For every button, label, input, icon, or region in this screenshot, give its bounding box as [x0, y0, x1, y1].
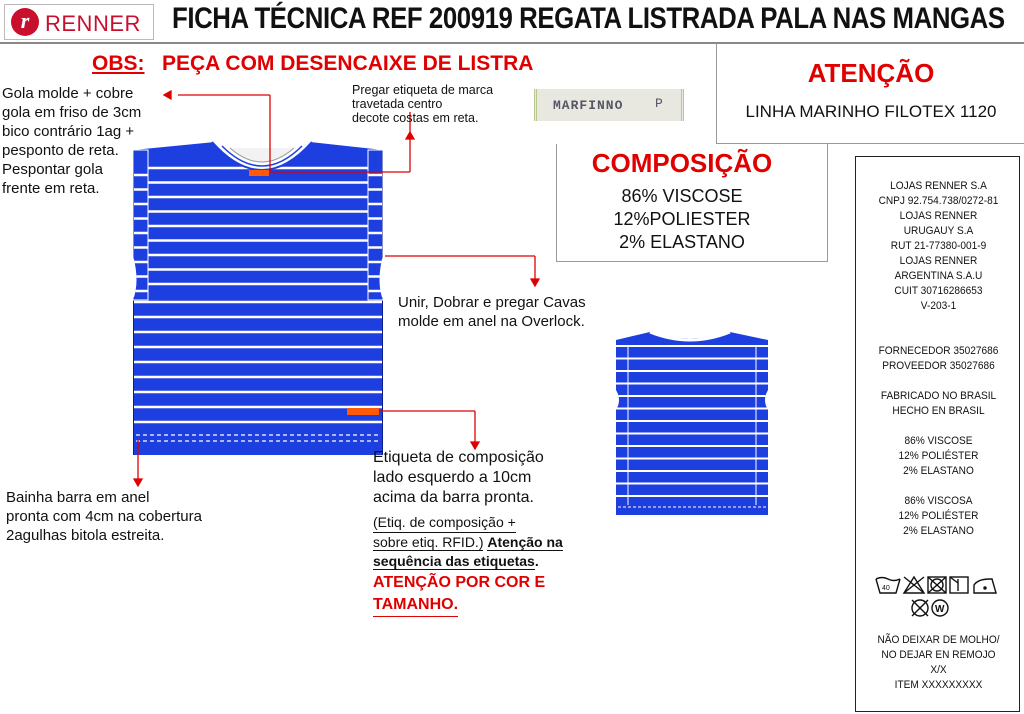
- care-label-footer: [863, 633, 1015, 693]
- note-collar: [2, 84, 141, 198]
- note-line: TAMANHO.: [373, 594, 458, 617]
- care-line: CNPJ 92.754.738/0272-81: [878, 195, 999, 207]
- care-line: FABRICADO NO BRASIL: [880, 390, 997, 402]
- care-line: LOJAS RENNER: [899, 210, 978, 222]
- note-line: Pespontar gola: [2, 161, 103, 178]
- composition-line: 12%POLIESTER: [613, 209, 751, 229]
- care-line: 2% ELASTANO: [903, 525, 974, 537]
- care-line: URUGAUY S.A: [903, 225, 974, 237]
- note-line: sequência das etiquetas: [373, 553, 535, 569]
- note-line: travetada centro: [352, 97, 443, 111]
- note-line: 2agulhas bitola estreita.: [6, 527, 165, 544]
- note-line: bico contrário 1ag +: [2, 123, 135, 140]
- care-line: PROVEEDOR 35027686: [882, 360, 995, 372]
- care-line: LOJAS RENNER: [899, 255, 978, 267]
- page-title: FICHA TÉCNICA REF 200919 REGATA LISTRADA PALA NAS MANGAS: [172, 2, 1005, 35]
- tag-brand: MARFINNO: [553, 98, 624, 113]
- care-line: HECHO EN BRASIL: [892, 405, 985, 417]
- tag-size: P: [655, 96, 663, 111]
- note-line: Pregar etiqueta de marca: [352, 83, 494, 97]
- note-line: (Etiq. de composição +: [373, 513, 516, 533]
- note-warning: [373, 572, 545, 617]
- wash-temp: 40: [882, 585, 890, 592]
- composition-label-marker: [347, 408, 379, 415]
- no-bleach-icon: [904, 577, 924, 593]
- note-line: acima da barra pronta.: [373, 489, 534, 506]
- composition-line: 86% VISCOSE: [621, 186, 743, 206]
- back-view: [600, 320, 780, 530]
- note-brand-label: [352, 83, 493, 125]
- front-view: [120, 130, 400, 470]
- care-line: 86% VISCOSE: [904, 435, 973, 447]
- dry-flat-icon: [950, 577, 968, 593]
- care-line: LOJAS RENNER S.A: [890, 180, 987, 192]
- note-line: Gola molde + cobre: [2, 85, 134, 102]
- care-line: CUIT 30716286653: [894, 285, 983, 297]
- care-line: RUT 21-77380-001-9: [890, 240, 987, 252]
- iron-icon: [974, 579, 996, 593]
- note-line: Atenção na: [487, 534, 563, 550]
- care-line: FORNECEDOR 35027686: [878, 345, 999, 357]
- note-composition-label: [373, 448, 544, 508]
- note-line: Bainha barra em anel: [6, 489, 150, 506]
- note-line: Etiqueta de composição: [373, 449, 544, 466]
- note-line: Unir, Dobrar e pregar Cavas: [398, 294, 586, 311]
- note-line: gola em friso de 3cm: [2, 104, 142, 121]
- attention-text: LINHA MARINHO FILOTEX 1120: [745, 102, 997, 121]
- note-armhole: [398, 293, 586, 331]
- note-line: sobre etiq. RFID.): [373, 534, 484, 550]
- care-line: NO DEJAR EN REMOJO: [881, 649, 996, 661]
- note-line: decote costas em reta.: [352, 111, 479, 125]
- no-tumble-dry-icon: [928, 577, 946, 593]
- care-line: ITEM XXXXXXXXX: [894, 679, 983, 691]
- care-line: V-203-1: [920, 300, 957, 312]
- obs-text: PEÇA COM DESENCAIXE DE LISTRA: [162, 52, 534, 75]
- note-hem: [6, 488, 202, 545]
- care-line: 12% POLIÉSTER: [898, 450, 979, 462]
- brand-name: RENNER: [45, 11, 141, 36]
- wet-clean-icon: [932, 600, 948, 616]
- brand-label-marker: [249, 170, 269, 176]
- note-line: pesponto de reta.: [2, 142, 119, 159]
- note-composition-extra: (Etiq. de composição + sobre etiq. RFID.) Atenção na sequência das etiquetas.: [373, 514, 563, 569]
- care-line: X/X: [930, 664, 947, 676]
- care-label-text: [863, 179, 1015, 539]
- care-line: NÃO DEIXAR DE MOLHO/: [877, 634, 1000, 646]
- note-line: molde em anel na Overlock.: [398, 313, 585, 330]
- composition-line: 2% ELASTANO: [619, 232, 745, 252]
- care-line: ARGENTINA S.A.U: [894, 270, 983, 282]
- note-line: pronta com 4cm na cobertura: [6, 508, 202, 525]
- care-line: 12% POLIÉSTER: [898, 510, 979, 522]
- care-line: 2% ELASTANO: [903, 465, 974, 477]
- attention-title: ATENÇÃO: [807, 58, 935, 88]
- note-line: lado esquerdo a 10cm: [373, 469, 532, 486]
- note-line: ATENÇÃO POR COR E: [373, 574, 546, 591]
- composition-title: COMPOSIÇÃO: [591, 148, 773, 178]
- logo-mark-icon: r: [11, 8, 39, 36]
- no-dry-clean-icon: [912, 600, 928, 616]
- care-symbols: [874, 575, 1004, 619]
- care-label: [855, 156, 1020, 712]
- care-line: 86% VISCOSA: [904, 495, 973, 507]
- wash-40-icon: [876, 578, 900, 594]
- note-line: frente em reta.: [2, 180, 100, 197]
- svg-text:W: W: [935, 604, 945, 615]
- obs-label: OBS:: [92, 52, 145, 75]
